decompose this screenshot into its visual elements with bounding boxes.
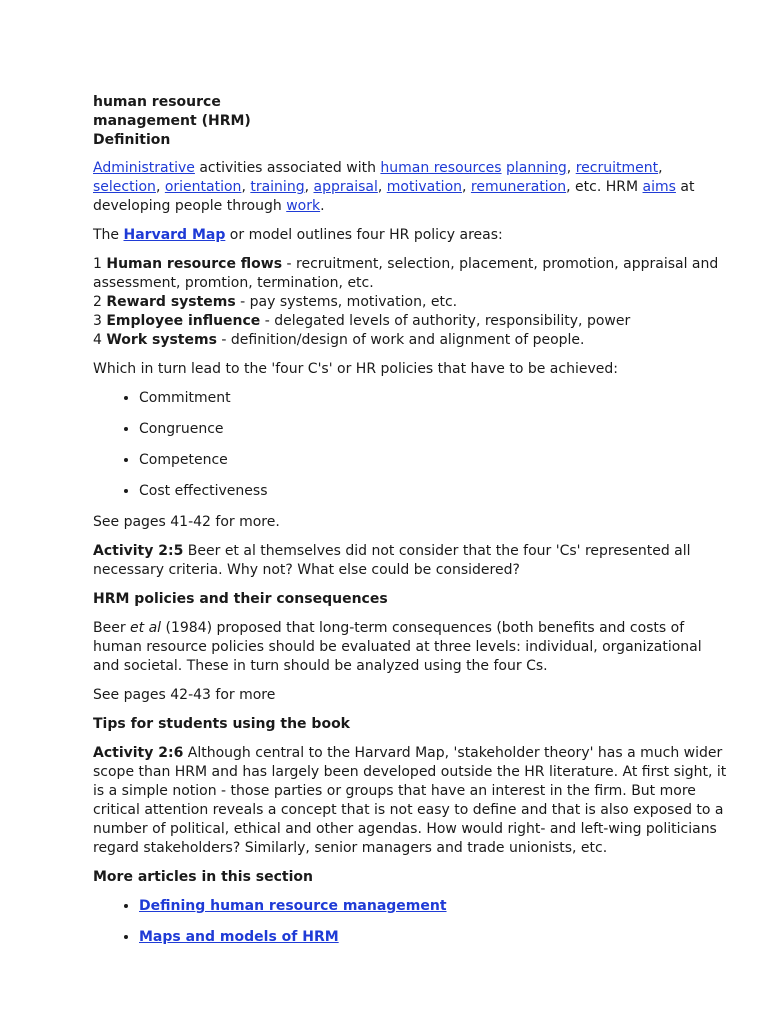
title-line-1: human resource <box>93 94 221 110</box>
link-work[interactable]: work <box>286 198 321 214</box>
see-pages-note: See pages 42-43 for more <box>93 687 276 703</box>
link-aims[interactable]: aims <box>642 179 676 195</box>
harvard-map-paragraph: The Harvard Map or model outlines four HR policy areas: <box>93 227 503 243</box>
link-motivation[interactable]: motivation <box>386 179 463 195</box>
section-heading: More articles in this section <box>93 869 313 885</box>
link-human-resources[interactable]: human resources <box>380 160 502 176</box>
four-cs-list <box>93 389 728 501</box>
policy-area-item: 2 Reward systems - pay systems, motivation, etc. <box>93 294 458 310</box>
activity-label: Activity 2:6 <box>93 745 184 761</box>
list-item: • Cost effectiveness <box>139 482 728 501</box>
activity-2-6: Activity 2:6 Although central to the Harvard Map, 'stakeholder theory' has a much wider scope than HRM and has largely been developed outside the HR literature. At first sight, it is a simple notion - those parties or groups that have an interest in the firm. But more critical attention reveals a concept that is not easy to define and that is also exposed to a number of political, ethical and other agendas. How would right- and left-wing politicians regard stakeholders? Similarly, senior managers and trade unionists, etc. <box>93 745 727 856</box>
more-articles-list <box>93 897 728 947</box>
link-maps-and-models[interactable]: Maps and models of HRM <box>139 929 339 945</box>
document-title <box>93 93 728 150</box>
policy-area-item: 3 Employee influence - delegated levels of authority, responsibility, power <box>93 313 631 329</box>
link-planning[interactable]: planning <box>506 160 567 176</box>
link-harvard-map[interactable]: Harvard Map <box>123 227 226 243</box>
link-appraisal[interactable]: appraisal <box>313 179 378 195</box>
list-item: • Congruence <box>139 420 728 439</box>
link-recruitment[interactable]: recruitment <box>575 160 659 176</box>
definition-paragraph: Administrative activities associated with human resources planning, recruitment, selection, orientation, training, appraisal, motivation, remuneration, etc. HRM aims at developing people through work. <box>93 160 695 214</box>
link-selection[interactable]: selection <box>93 179 156 195</box>
policy-areas-list <box>93 255 728 350</box>
link-training[interactable]: training <box>250 179 305 195</box>
link-remuneration[interactable]: remuneration <box>470 179 567 195</box>
definition-heading: Definition <box>93 132 171 148</box>
see-pages-note: See pages 41-42 for more. <box>93 514 280 530</box>
consequences-paragraph: Beer et al (1984) proposed that long-term consequences (both benefits and costs of human resource policies should be evaluated at three levels: individual, organizational and societal. These in turn should be analyzed using the four Cs. <box>93 620 702 674</box>
link-orientation[interactable]: orientation <box>164 179 242 195</box>
link-defining-hrm[interactable]: Defining human resource management <box>139 898 447 914</box>
list-item: • Commitment <box>139 389 728 408</box>
policy-area-item: 1 Human resource flows - recruitment, selection, placement, promotion, appraisal and assessment, promtion, termination, etc. <box>93 256 719 291</box>
policy-area-item: 4 Work systems - definition/design of work and alignment of people. <box>93 332 585 348</box>
list-item <box>139 897 728 916</box>
link-administrative[interactable]: Administrative <box>93 160 195 176</box>
section-heading: Tips for students using the book <box>93 716 350 732</box>
activity-label: Activity 2:5 <box>93 543 184 559</box>
title-line-2: management (HRM) <box>93 113 251 129</box>
four-cs-intro: Which in turn lead to the 'four C's' or HR policies that have to be achieved: <box>93 361 618 377</box>
section-heading: HRM policies and their consequences <box>93 591 388 607</box>
list-item <box>139 928 728 947</box>
list-item: • Competence <box>139 451 728 470</box>
activity-2-5: Activity 2:5 Beer et al themselves did not consider that the four 'Cs' represented all necessary criteria. Why not? What else could be considered? <box>93 543 691 578</box>
